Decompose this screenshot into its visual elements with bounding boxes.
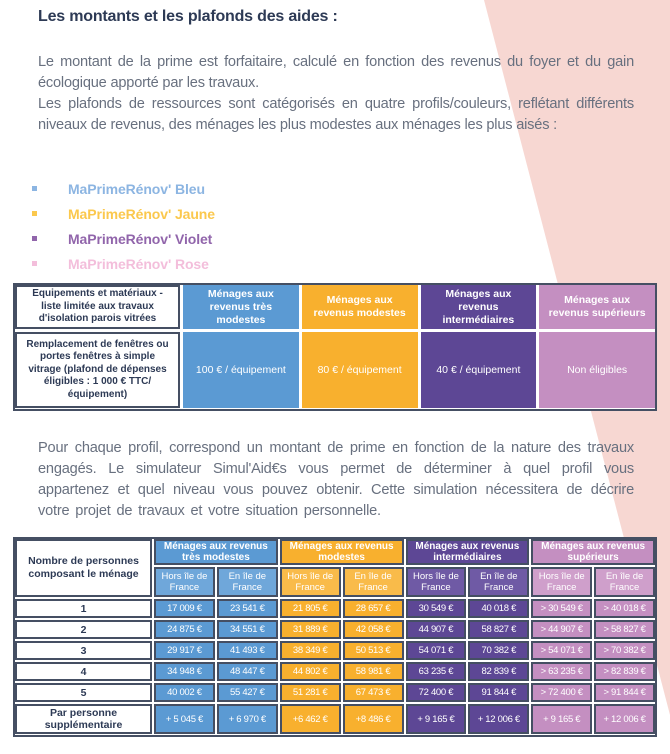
table2-value-cell: + 12 006 € [468, 704, 529, 734]
table2-subheader: Hors île de France [406, 567, 467, 597]
profile-label: MaPrimeRénov' Bleu [68, 180, 205, 197]
table2-value-cell: 29 917 € [154, 641, 215, 660]
profile-color-list [32, 176, 215, 276]
table2-value-cell: 54 071 € [406, 641, 467, 660]
table1-column-header: Ménages aux revenus modestes [302, 285, 418, 329]
table2-subheader: Hors île de France [154, 567, 215, 597]
table2-value-cell: 42 058 € [343, 620, 404, 639]
table2-subheader: Hors île de France [280, 567, 341, 597]
profile-list-item [32, 201, 215, 226]
table2-value-cell: 55 427 € [217, 683, 278, 702]
table2-value-cell: + 9 165 € [406, 704, 467, 734]
table2-value-cell: + 6 970 € [217, 704, 278, 734]
profile-label: MaPrimeRénov' Jaune [68, 205, 215, 222]
table2-value-cell: 28 657 € [343, 599, 404, 618]
profile-label: MaPrimeRénov' Violet [68, 230, 213, 247]
profile-list-item [32, 251, 215, 276]
income-ceilings-table [13, 537, 657, 737]
bullet-square-icon [32, 186, 37, 191]
table2-value-cell: 82 839 € [468, 662, 529, 681]
table2-row-label: 2 [15, 620, 152, 639]
table2-row-label: 1 [15, 599, 152, 618]
page-title: Les montants et les plafonds des aides : [38, 8, 338, 25]
table2-value-cell: 44 802 € [280, 662, 341, 681]
table2-value-cell: 44 907 € [406, 620, 467, 639]
table2-corner-header: Nombre de personnes composant le ménage [15, 539, 152, 597]
table1-value-cell: Non éligibles [539, 332, 655, 408]
table2-value-cell: + 12 006 € [594, 704, 655, 734]
table1-column-header: Ménages aux revenus intermédiaires [421, 285, 537, 329]
table1-value-cell: 100 € / équipement [183, 332, 299, 408]
intro-paragraph-1: Le montant de la prime est forfaitaire, calculé en fonction des revenus du foyer et du gain écologique apporté par les travaux. [38, 54, 634, 91]
table2-group-header: Ménages aux revenus modestes [280, 539, 404, 565]
table2-value-cell: 48 447 € [217, 662, 278, 681]
equipment-aid-table [13, 283, 657, 411]
table2-value-cell: 40 002 € [154, 683, 215, 702]
table2-value-cell: > 30 549 € [531, 599, 592, 618]
table2-value-cell: 41 493 € [217, 641, 278, 660]
bullet-square-icon [32, 211, 37, 216]
table2-value-cell: > 72 400 € [531, 683, 592, 702]
table1-column-header: Ménages aux revenus très modestes [183, 285, 299, 329]
table2-value-cell: > 70 382 € [594, 641, 655, 660]
table2-row-label: 4 [15, 662, 152, 681]
table2-group-header: Ménages aux revenus supérieurs [531, 539, 655, 565]
table2-value-cell: 24 875 € [154, 620, 215, 639]
table2-value-cell: 51 281 € [280, 683, 341, 702]
table2-value-cell: 63 235 € [406, 662, 467, 681]
table2-subheader: En île de France [343, 567, 404, 597]
table2-value-cell: 17 009 € [154, 599, 215, 618]
table2-value-cell: 58 827 € [468, 620, 529, 639]
profile-label: MaPrimeRénov' Rose [68, 255, 209, 272]
table2-value-cell: 21 805 € [280, 599, 341, 618]
table2-value-cell: 50 513 € [343, 641, 404, 660]
intro-paragraphs [38, 52, 634, 136]
table2-value-cell: 91 844 € [468, 683, 529, 702]
table2-value-cell: + 5 045 € [154, 704, 215, 734]
table2-value-cell: 34 551 € [217, 620, 278, 639]
table2-value-cell: 23 541 € [217, 599, 278, 618]
profile-list-item [32, 176, 215, 201]
table2-value-cell: + 9 165 € [531, 704, 592, 734]
table2-subheader: Hors île de France [531, 567, 592, 597]
table2-group-header: Ménages aux revenus intermédiaires [406, 539, 530, 565]
table2-value-cell: > 91 844 € [594, 683, 655, 702]
table2-value-cell: 58 981 € [343, 662, 404, 681]
bullet-square-icon [32, 236, 37, 241]
table2-value-cell: > 54 071 € [531, 641, 592, 660]
table2-value-cell: > 40 018 € [594, 599, 655, 618]
table2-value-cell: 72 400 € [406, 683, 467, 702]
table2-value-cell: +8 486 € [343, 704, 404, 734]
table2-value-cell: 34 948 € [154, 662, 215, 681]
bullet-square-icon [32, 261, 37, 266]
table2-value-cell: > 58 827 € [594, 620, 655, 639]
table2-subheader: En île de France [468, 567, 529, 597]
table2-value-cell: 67 473 € [343, 683, 404, 702]
table2-value-cell: 30 549 € [406, 599, 467, 618]
table2-value-cell: 31 889 € [280, 620, 341, 639]
table2-row-label: 3 [15, 641, 152, 660]
simulator-paragraph: Pour chaque profil, correspond un montant de prime en fonction de la nature des travaux engagés. Le simulateur Simul'Aid€s vous permet de déterminer à quel profil vous appartenez et quel niveau vous pouvez obtenir. Cette simulation nécessitera de décrire votre projet de travaux et votre situation personnelle. [38, 440, 634, 519]
table1-value-cell: 80 € / équipement [302, 332, 418, 408]
table2-value-cell: +6 462 € [280, 704, 341, 734]
table2-row-label: 5 [15, 683, 152, 702]
table2-value-cell: > 63 235 € [531, 662, 592, 681]
table2-group-header: Ménages aux revenus très modestes [154, 539, 278, 565]
table1-corner-header: Equipements et matériaux - liste limitée aux travaux d'isolation parois vitrées [15, 285, 180, 329]
table1-column-header: Ménages aux revenus supérieurs [539, 285, 655, 329]
intro-paragraph-2: Les plafonds de ressources sont catégorisés en quatre profils/couleurs, reflétant différents niveaux de revenus, des ménages les plus modestes aux ménages les plus aisés : [38, 96, 634, 133]
table2-value-cell: > 44 907 € [531, 620, 592, 639]
table2-value-cell: 40 018 € [468, 599, 529, 618]
table2-row-label: Par personne supplémentaire [15, 704, 152, 734]
table2-value-cell: 38 349 € [280, 641, 341, 660]
table2-value-cell: > 82 839 € [594, 662, 655, 681]
table1-row-label: Remplacement de fenêtres ou portes fenêtres à simple vitrage (plafond de dépenses éligibles : 1 000 € TTC/équipement) [15, 332, 180, 408]
table2-subheader: En île de France [217, 567, 278, 597]
table2-subheader: En île de France [594, 567, 655, 597]
profile-list-item [32, 226, 215, 251]
table2-value-cell: 70 382 € [468, 641, 529, 660]
table1-value-cell: 40 € / équipement [421, 332, 537, 408]
